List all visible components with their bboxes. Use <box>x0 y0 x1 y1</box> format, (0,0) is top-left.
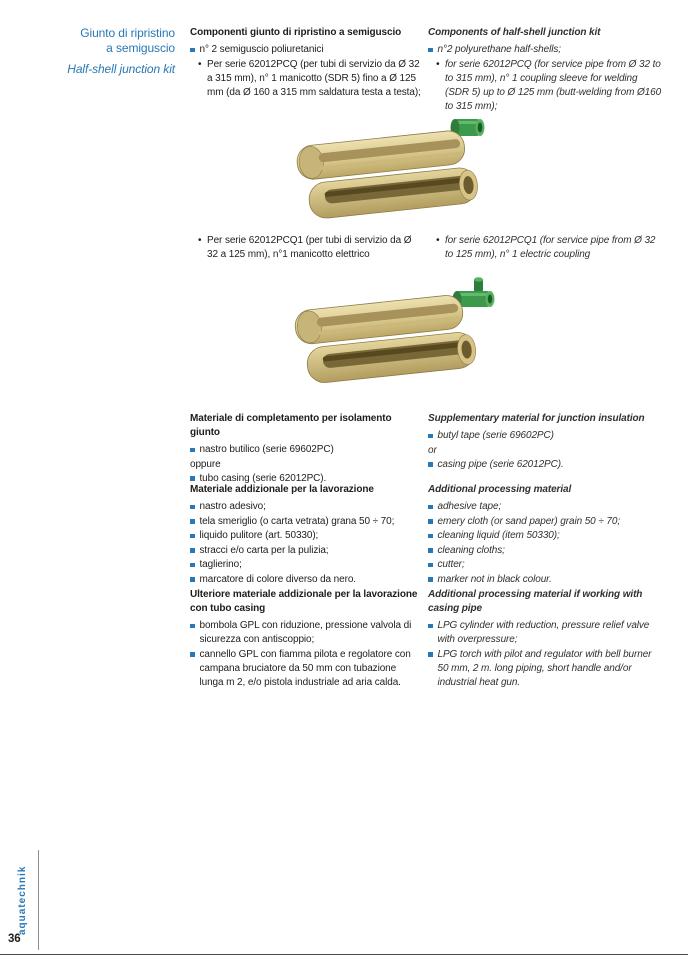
bullet-square-icon <box>428 462 433 467</box>
list-item: stracci e/o carta per la pulizia; <box>190 544 422 558</box>
casing-heading-it: Ulteriore materiale addizionale per la lavorazione con tubo casing <box>190 589 418 614</box>
bullet-square-icon <box>190 652 195 657</box>
bullet-square-icon <box>428 563 433 568</box>
brand-logo-vertical: aquatechnik <box>17 865 28 935</box>
insulation-heading-it: Materiale di completamento per isolamento giunto <box>190 413 392 438</box>
casing-heading-en: Additional processing material if working with casing pipe <box>428 589 643 614</box>
bullet-square-icon <box>428 624 433 629</box>
bullet-square-icon <box>190 534 195 539</box>
green-coupling-sleeve <box>451 119 485 136</box>
section-title-en: Half-shell junction kit <box>67 62 175 76</box>
insulation-section-en <box>428 412 664 472</box>
list-item: marker not in black colour. <box>428 573 664 587</box>
bullet-square-icon <box>428 519 433 524</box>
section-title-it-line2: a semiguscio <box>106 41 175 55</box>
list-item: • for serie 62012PCQ (for service pipe from Ø 32 to to 315 mm), n° 1 coupling sleeve for welding (SDR 5) up to Ø 125 mm (butt-welding from Ø160 to 315 mm); <box>436 58 662 112</box>
section-title-it-line1: Giunto di ripristino <box>80 26 175 40</box>
list-item: taglierino; <box>190 558 422 572</box>
list-item: oppure <box>190 458 221 470</box>
insulation-heading-en: Supplementary material for junction insulation <box>428 413 645 424</box>
list-item: cannello GPL con fiamma pilota e regolatore con campana bruciatore da 50 mm con tubazione lunga m 2, e/o pistola industriale ad aria calda. <box>190 648 422 690</box>
bullet-dot-icon: • <box>198 58 202 70</box>
list-item: butyl tape (serie 69602PC) <box>428 429 664 443</box>
list-item: • Per serie 62012PCQ1 (per tubi di servizio da Ø 32 a 125 mm), n°1 manicotto elettrico <box>198 235 412 260</box>
list-item: n°2 polyurethane half-shells; <box>428 43 664 57</box>
list-item: marcatore di colore diverso da nero. <box>190 573 422 587</box>
list-item: or <box>428 444 437 456</box>
bullet-square-icon <box>190 519 195 524</box>
list-item: liquido pulitore (art. 50330); <box>190 529 422 543</box>
list-item: adhesive tape; <box>428 500 664 514</box>
bullet-dot-icon: • <box>198 235 202 246</box>
bullet-square-icon <box>190 448 195 453</box>
bullet-square-icon <box>428 505 433 510</box>
list-item: n° 2 semiguscio poliuretanici <box>190 43 422 57</box>
list-item: • Per serie 62012PCQ (per tubi di servizio da Ø 32 a 315 mm), n° 1 manicotto (SDR 5) fino a Ø 125 mm (da Ø 160 a 315 mm saldatura testa a testa); <box>198 58 421 98</box>
bullet-square-icon <box>428 434 433 439</box>
processing-heading-it: Materiale addizionale per la lavorazione <box>190 484 374 495</box>
green-electric-coupling <box>453 277 495 307</box>
bullet-dot-icon: • <box>436 235 440 246</box>
list-item: nastro butilico (serie 69602PC) <box>190 443 422 457</box>
half-shell-welding-sleeve-illustration <box>278 110 493 234</box>
list-item: • for serie 62012PCQ1 (for service pipe from Ø 32 to 125 mm), n° 1 electric coupling <box>436 235 656 260</box>
bullet-square-icon <box>428 577 433 582</box>
list-item: emery cloth (or sand paper) grain 50 ÷ 70; <box>428 515 664 529</box>
page-number: 36 <box>8 933 21 945</box>
list-item: LPG torch with pilot and regulator with bell burner 50 mm, 2 m. long piping, short handle and/or industrial heat gun. <box>428 648 664 690</box>
list-item: nastro adesivo; <box>190 500 422 514</box>
processing-section-en <box>428 483 664 587</box>
components2-section-it <box>190 234 422 263</box>
bullet-square-icon <box>190 624 195 629</box>
list-item: cleaning liquid (item 50330); <box>428 529 664 543</box>
footer-divider <box>38 850 39 950</box>
half-shell-electric-coupling-photo <box>278 276 503 403</box>
bullet-square-icon <box>190 48 195 53</box>
list-item: tubo casing (serie 62012PC). <box>190 472 422 486</box>
casing-section-en <box>428 588 664 690</box>
bullet-square-icon <box>428 548 433 553</box>
bullet-square-icon <box>428 652 433 657</box>
list-item: LPG cylinder with reduction, pressure relief valve with overpressure; <box>428 619 664 647</box>
bullet-dot-icon: • <box>436 58 440 70</box>
bullet-square-icon <box>190 577 195 582</box>
list-item: bombola GPL con riduzione, pressione valvola di sicurezza con antiscoppio; <box>190 619 422 647</box>
components-heading-en: Components of half-shell junction kit <box>428 27 601 38</box>
processing-section-it <box>190 483 422 587</box>
components-heading-it: Componenti giunto di ripristino a semiguscio <box>190 27 402 38</box>
list-item: tela smeriglio (o carta vetrata) grana 50 ÷ 70; <box>190 515 422 529</box>
components2-section-en <box>428 234 664 263</box>
half-shell-electric-coupling-illustration <box>278 276 503 398</box>
components-section-it <box>190 26 422 100</box>
casing-section-it <box>190 588 422 690</box>
bottom-rule <box>0 954 688 955</box>
components-section-en <box>428 26 664 114</box>
bullet-square-icon <box>190 476 195 481</box>
section-title-block <box>30 26 175 77</box>
processing-heading-en: Additional processing material <box>428 484 572 495</box>
list-item: cutter; <box>428 558 664 572</box>
polyurethane-half-shells <box>294 293 478 385</box>
bullet-square-icon <box>190 548 195 553</box>
bullet-square-icon <box>190 505 195 510</box>
bullet-square-icon <box>190 563 195 568</box>
bullet-square-icon <box>428 534 433 539</box>
list-item: casing pipe (serie 62012PC). <box>428 458 664 472</box>
list-item: cleaning cloths; <box>428 544 664 558</box>
polyurethane-half-shells <box>296 128 480 220</box>
bullet-square-icon <box>428 48 433 53</box>
half-shell-welding-sleeve-photo <box>278 110 493 239</box>
insulation-section-it <box>190 412 422 486</box>
